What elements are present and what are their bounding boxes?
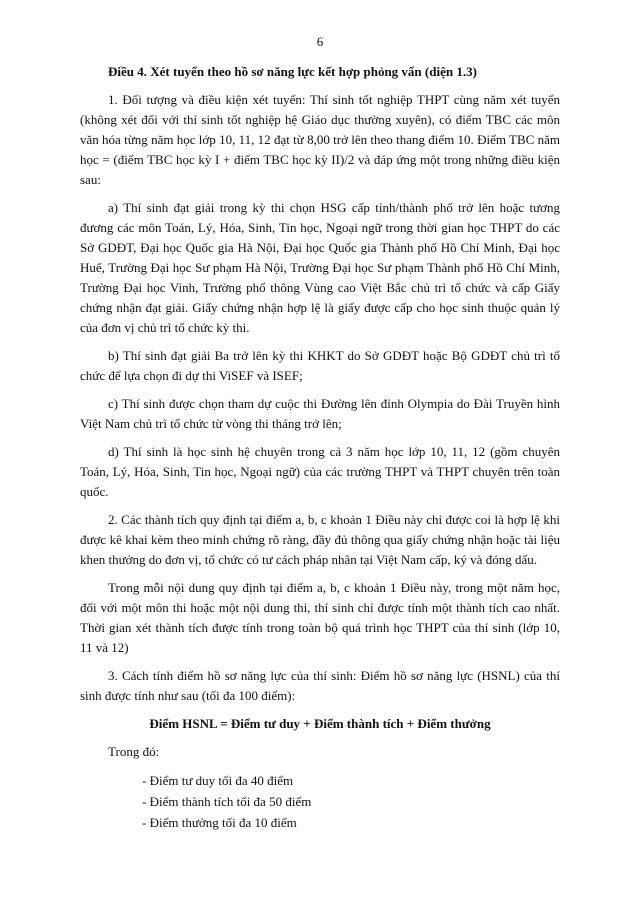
paragraph-d: d) Thí sinh là học sinh hệ chuyên trong cả 3 năm học lớp 10, 11, 12 (gồm chuyên Toán, Lý, Hóa, Sinh, Tin học, Ngoại ngữ) của các trường THPT và THPT chuyên trên toàn quốc. — [80, 444, 560, 499]
paragraph-3: 3. Cách tính điểm hồ sơ năng lực của thí sinh: Điểm hồ sơ năng lực (HSNL) của thí sinh được tính như sau (tối đa 100 điểm): — [80, 668, 560, 703]
list-item: - Điểm tư duy tối đa 40 điểm — [142, 773, 294, 788]
document-body — [80, 62, 560, 833]
paragraph-1: 1. Đối tượng và điều kiện xét tuyển: Thí sinh tốt nghiệp THPT cùng năm xét tuyển (không xét đối với thí sinh tốt nghiệp hệ Giáo dục thường xuyên), có điểm TBC các môn văn hóa từng năm học lớp 10, 11, 12 đạt từ 8,00 trở lên theo thang điểm 10. Điểm TBC năm học = (điểm TBC học kỳ I + điểm TBC học kỳ II)/2 và đáp ứng một trong những điều kiện sau: — [80, 92, 560, 187]
paragraph-note: Trong mỗi nội dung quy định tại điểm a, b, c khoản 1 Điều này, trong một năm học, đối với một môn thi hoặc một nội dung thi, thí sinh chỉ được tính một thành tích cao nhất. Thời gian xét thành tích được tính trong toàn bộ quá trình học THPT của thí sinh (lớp 10, 11 và 12) — [80, 580, 560, 655]
list-item: - Điểm thưởng tối đa 10 điểm — [142, 815, 297, 830]
page-number: 6 — [316, 34, 324, 49]
paragraph-b: b) Thí sinh đạt giải Ba trở lên kỳ thi KHKT do Sở GDĐT hoặc Bộ GDĐT chủ trì tổ chức để lựa chọn đi dự thi ViSEF và ISEF; — [80, 348, 560, 383]
article-heading: Điều 4. Xét tuyển theo hồ sơ năng lực kết hợp phỏng vấn (diện 1.3) — [108, 64, 477, 79]
paragraph-a: a) Thí sinh đạt giải trong kỳ thi chọn HSG cấp tỉnh/thành phố trở lên hoặc tương đương các môn Toán, Lý, Hóa, Sinh, Tin học, Ngoại ngữ trong thời gian học THPT do các Sở GDĐT, Đại học Quốc gia Hà Nội, Đại học Quốc gia Thành phố Hồ Chí Minh, Đại học Huế, Trường Đại học Sư phạm Hà Nội, Trường Đại học Sư phạm Thành phố Hồ Chí Minh, Trường Đại học Vinh, Trường phổ thông Vùng cao Việt Bắc chủ trì tổ chức và cấp Giấy chứng nhận đạt giải. Giấy chứng nhận hợp lệ là giấy được cấp cho học sinh thuộc quản lý của đơn vị chủ trì tổ chức kỳ thi. — [80, 200, 560, 335]
formula: Điểm HSNL = Điểm tư duy + Điểm thành tích + Điểm thưởng — [149, 716, 491, 731]
list-item: - Điểm thành tích tối đa 50 điểm — [142, 794, 312, 809]
paragraph-c: c) Thí sinh được chọn tham dự cuộc thi Đường lên đỉnh Olympia do Đài Truyền hình Việt Nam chủ trì tổ chức từ vòng thi tháng trở lên; — [80, 396, 560, 431]
paragraph-2: 2. Các thành tích quy định tại điểm a, b, c khoản 1 Điều này chỉ được coi là hợp lệ khi được kê khai kèm theo minh chứng rõ ràng, đầy đủ thông qua giấy chứng nhận hoặc tài liệu khen thưởng do đơn vị, tổ chức có tư cách pháp nhân tại Việt Nam cấp, ký và đóng dấu. — [80, 512, 560, 567]
trong-do-label: Trong đó: — [108, 744, 160, 759]
score-list — [80, 770, 560, 833]
